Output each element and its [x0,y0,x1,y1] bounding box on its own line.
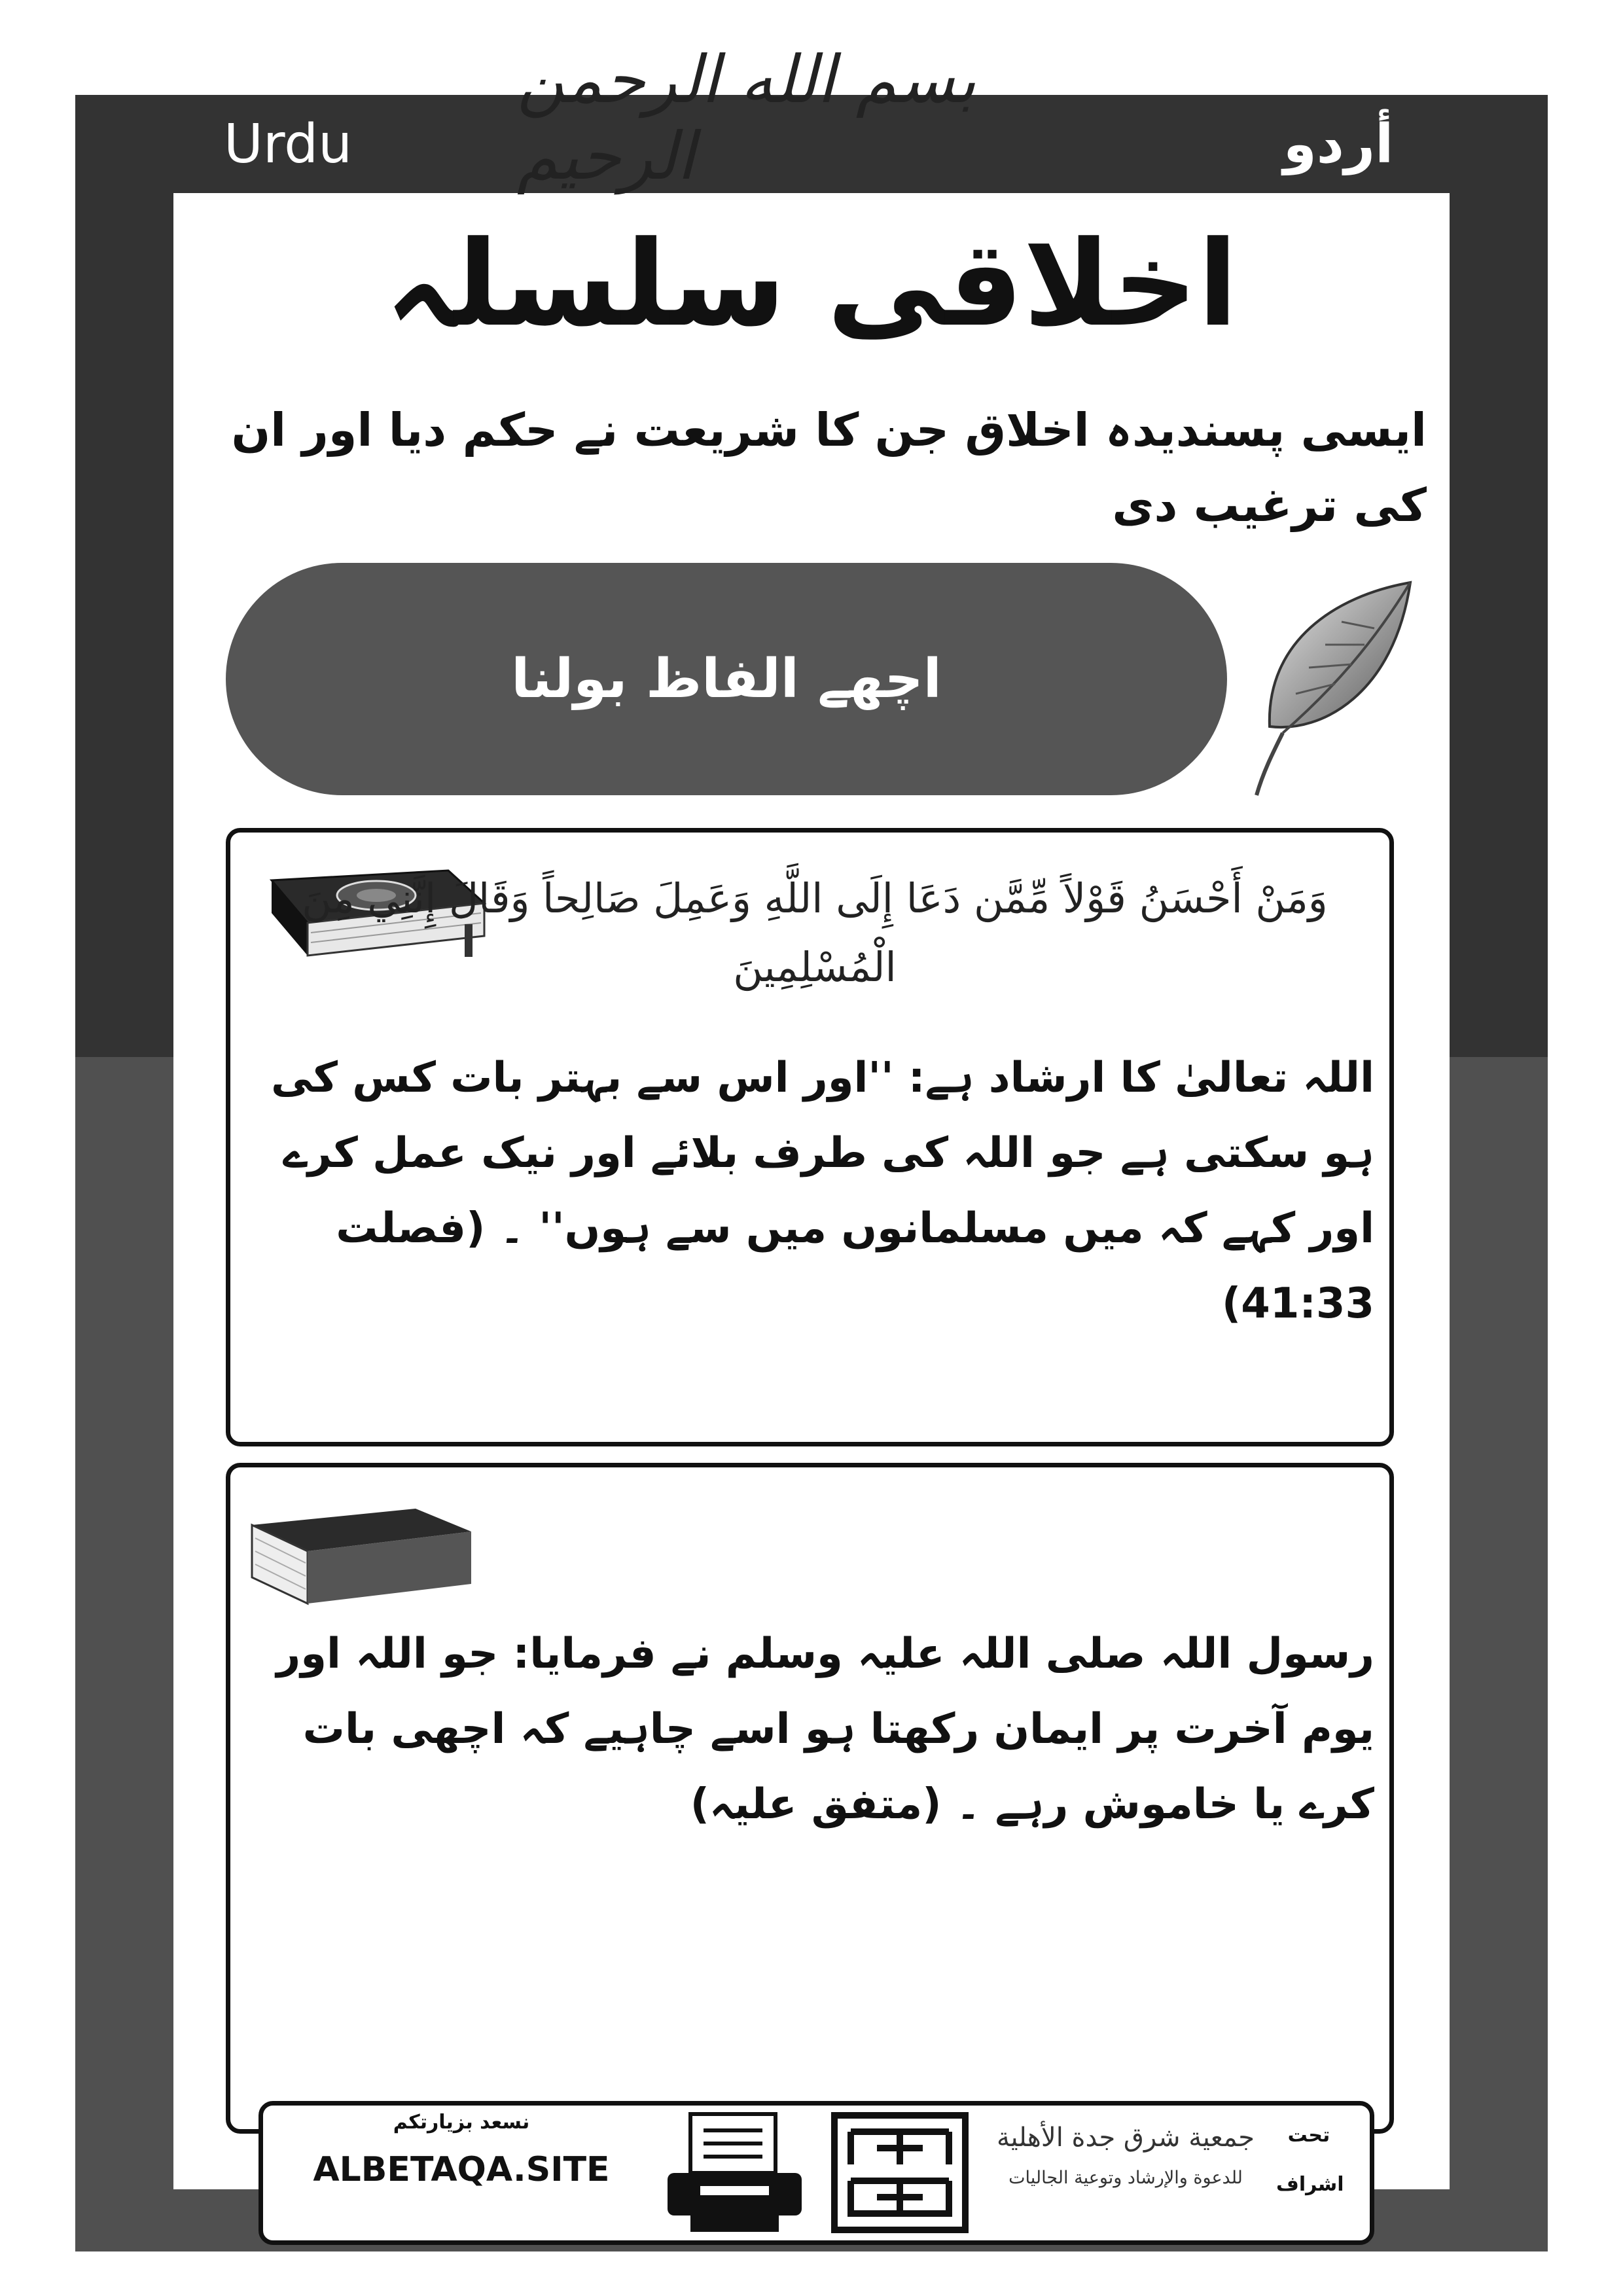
quran-translation: اللہ تعالیٰ کا ارشاد ہے: ''اور اس سے بہتر بات کس کی ہو سکتی ہے جو اللہ کی طرف بلائے اور نیک عمل کرے اور کہے کہ میں مسلمانوں میں سے ہوں'' ۔ (فصلت 41:33) [270,1054,1374,1328]
printer-icon [664,2111,805,2235]
footer-site-link[interactable]: ALBETAQA.SITE [313,2150,610,2189]
supervision-label-top: تحت [1287,2124,1330,2147]
book-icon [245,1499,474,1610]
footer-visit-text: نسعد بزيارتكم [393,2111,530,2134]
quran-verse-arabic: وَمَنْ أَحْسَنُ قَوْلاً مِّمَّن دَعَا إِلَى اللَّهِ وَعَمِلَ صَالِحاً وَقَالَ إِنَّنِي مِنَ الْمُسْلِمِينَ [302,874,1328,991]
supervision-label-bottom: اشراف [1276,2173,1344,2196]
association-subtitle: للدعوة والإرشاد وتوعية الجاليات [1008,2168,1243,2188]
association-name: جمعية شرق جدة الأهلية [997,2123,1255,2153]
language-tab-arabic: أردو [1129,95,1548,193]
leaf-icon [1243,569,1427,805]
dawa-logo-icon [828,2109,972,2236]
hadith-text: رسول اللہ صلی اللہ علیہ وسلم نے فرمایا: جو اللہ اور یوم آخرت پر ایمان رکھتا ہو اسے چاہیے کہ اچھی بات کرے یا خاموش رہے ۔ (متفق علیہ) [276,1630,1374,1829]
topic-label: اچھے الفاظ بولنا [511,648,942,710]
page-title: اخلاقی سلسلہ [385,216,1238,353]
topic-banner [226,563,1227,795]
association-logo [988,2117,1263,2198]
language-tab-english: Urdu [75,95,501,193]
basmala-calligraphy: بسم الله الرحمن الرحيم [517,41,976,194]
page-subtitle: ایسی پسندیدہ اخلاق جن کا شریعت نے حکم دیا اور ان کی ترغیب دی [231,403,1427,532]
